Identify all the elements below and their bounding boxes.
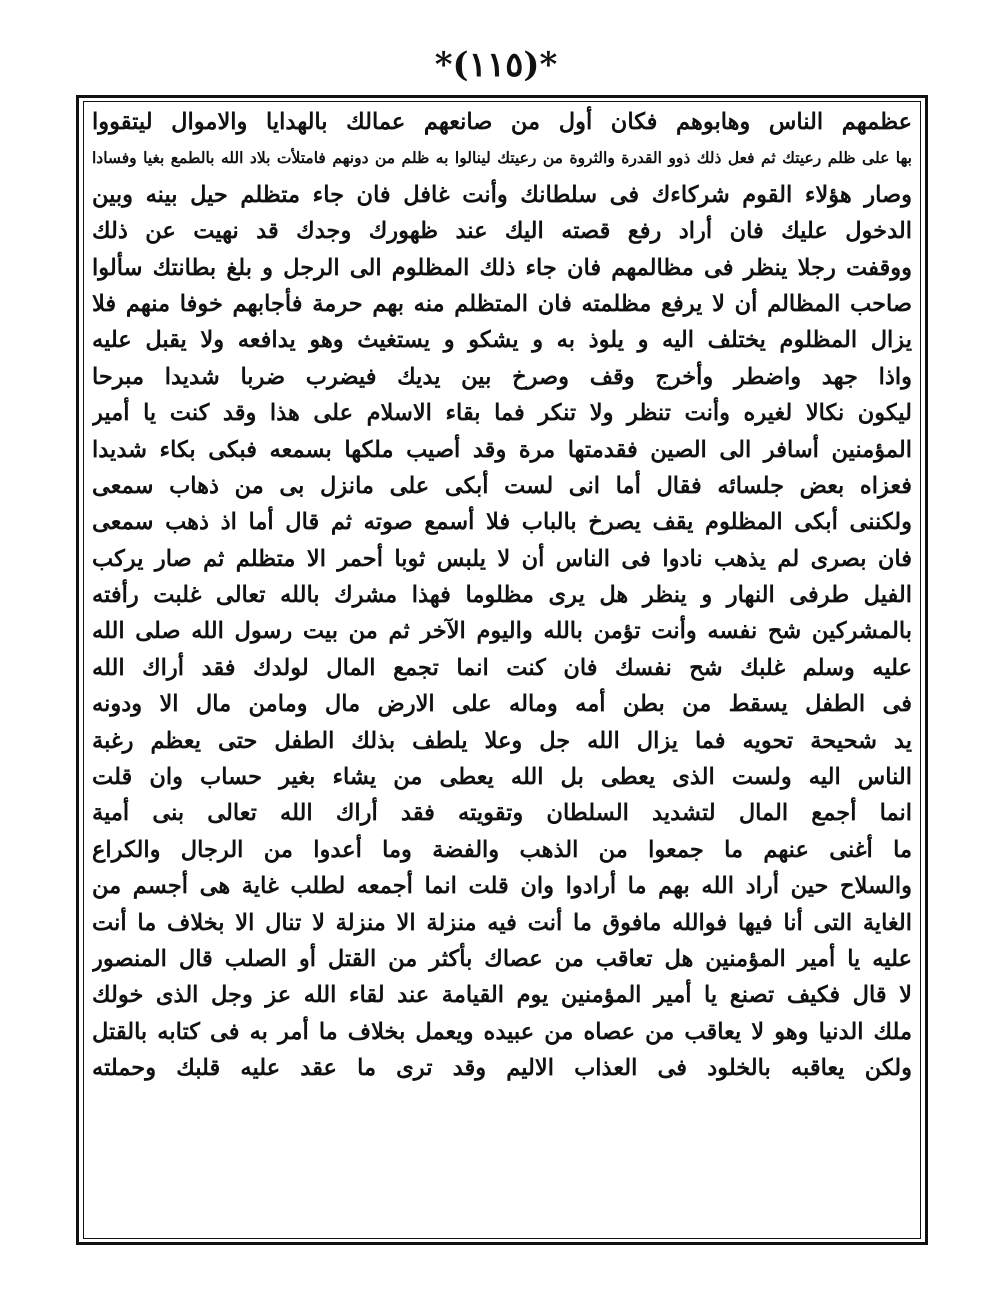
text-line-4: الدخول عليك فان أراد رفع قصته اليك عند ظهورك وجدك قد نهيت عن ذلك	[92, 218, 912, 245]
text-line-14: الفيل طرفى النهار و ينظر هل يرى مظلوما فهذا مشرك بالله تعالى غلبت رأفته	[92, 582, 912, 609]
body-text	[92, 104, 912, 1234]
text-line-24: عليه يا أمير المؤمنين هل تعاقب من عصاك بأكثر من القتل أو الصلب قال المنصور	[92, 945, 912, 972]
text-line-16: عليه وسلم غلبك شح نفسك فان كنت انما تجمع المال لولدك فقد أراك الله	[92, 654, 912, 681]
text-line-10: المؤمنين أسافر الى الصين فقدمتها مرة وقد أصيب ملكها بسمعه فبكى بكاء شديدا	[92, 436, 912, 463]
text-line-2: بها على ظلم رعيتك ثم فعل ذلك ذوو القدرة والثروة من رعيتك لينالوا به ظلم من دونهم فامتلأت بلاد الله بالطمع بغيا وفسادا	[92, 148, 912, 168]
text-line-1: عظمهم الناس وهابوهم فكان أول من صانعهم عمالك بالهدايا والاموال ليتقووا	[92, 109, 912, 135]
text-line-25: لا قال فكيف تصنع يا أمير المؤمنين يوم القيامة عند لقاء الله عز وجل الذى خولك	[92, 982, 912, 1009]
text-line-6: صاحب المظالم أن لا يرفع مظلمته فان المتظلم منه بهم حرمة فأجابهم خوفا منهم فلا	[92, 290, 912, 317]
text-line-20: انما أجمع المال لتشديد السلطان وتقويته فقد أراك الله تعالى بنى أمية	[92, 800, 912, 827]
text-line-9: ليكون نكالا لغيره وأنت تنظر ولا تنكر فما بقاء الاسلام على هذا وقد كنت يا أمير	[92, 400, 912, 427]
text-line-8: واذا جهد واضطر وأخرج وقف وصرخ بين يديك فيضرب ضربا شديدا مبرحا	[92, 363, 912, 390]
text-line-17: فى الطفل يسقط من بطن أمه وماله على الارض مال ومامن مال الا ودونه	[92, 691, 912, 718]
text-line-21: ما أغنى عنهم ما جمعوا من الذهب والفضة وما أعدوا من الرجال والكراع	[92, 836, 912, 863]
text-line-26: ملك الدنيا وهو لا يعاقب من عصاه من عبيده ويعمل بخلاف ما أمر به فى كتابه بالقتل	[92, 1018, 912, 1045]
text-line-13: فان بصرى لم يذهب نادوا فى الناس أن لا يلبس ثوبا أحمر الا متظلم ثم صار يركب	[92, 545, 912, 572]
text-line-7: يزال المظلوم يختلف اليه و يلوذ به و يشكو و يستغيث وهو يدافعه ولا يقبل عليه	[92, 327, 912, 354]
text-line-5: ووقفت رجلا ينظر فى مظالمهم فان جاء ذلك المظلوم الى الرجل و بلغ بطانتك سألوا	[92, 254, 912, 281]
text-line-23: الغاية التى أنا فيها فوالله مافوق ما أنت فيه منزلة الا منزلة لا تنال الا بخلاف ما أنت	[92, 909, 912, 936]
text-line-15: بالمشركين شح نفسه وأنت تؤمن بالله واليوم الآخر ثم من بيت رسول الله صلى الله	[92, 618, 912, 645]
text-line-3: وصار هؤلاء القوم شركاءك فى سلطانك وأنت غافل فان جاء متظلم حيل بينه وبين	[92, 181, 912, 208]
text-line-12: ولكننى أبكى المظلوم يقف يصرخ بالباب فلا أسمع صوته ثم قال أما اذ ذهب سمعى	[92, 509, 912, 536]
text-line-22: والسلاح حين أراد الله بهم ما أرادوا وان قلت انما أجمعه لطلب غاية هى أجسم من	[92, 873, 912, 900]
text-line-11: فعزاه بعض جلسائه فقال أما انى لست أبكى على مانزل بى من ذهاب سمعى	[92, 472, 912, 499]
text-line-19: الناس اليه ولست الذى يعطى بل الله يعطى من يشاء بغير حساب وان قلت	[92, 764, 912, 791]
text-line-27: ولكن يعاقبه بالخلود فى العذاب الاليم وقد ترى ما عقد عليه قلبك وحملته	[92, 1055, 912, 1082]
text-line-18: يد شحيحة تحويه فما يزال الله جل وعلا يلطف بذلك الطفل حتى يعظم رغبة	[92, 727, 912, 754]
page-number: *(١١٥)*	[434, 45, 558, 85]
